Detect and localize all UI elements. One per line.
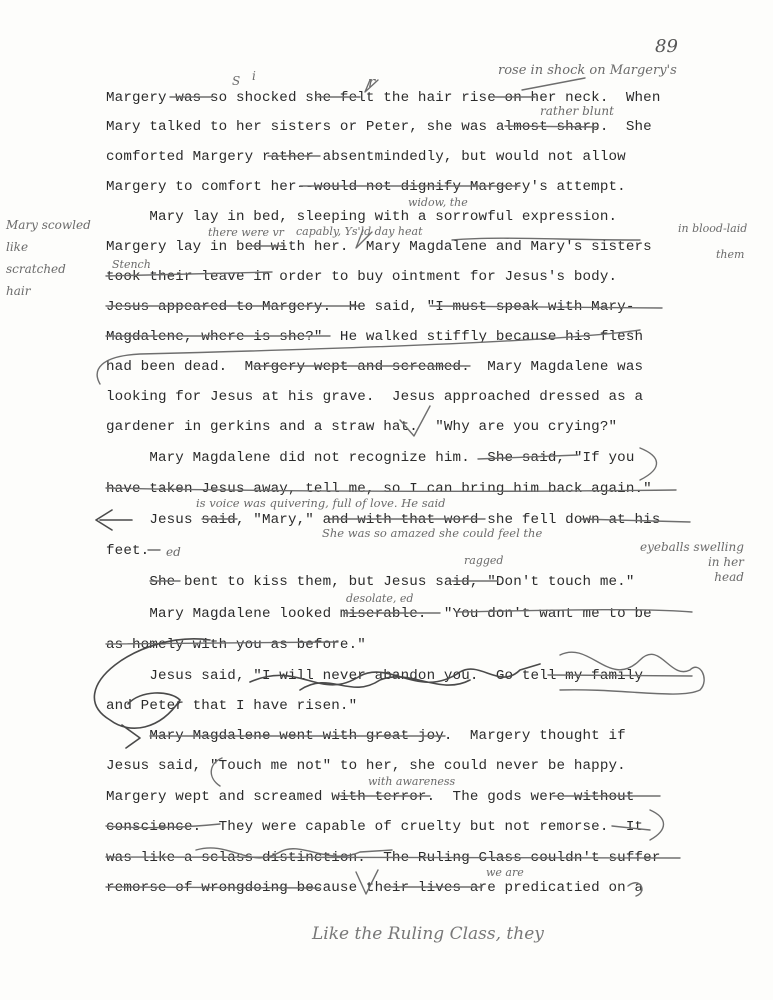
note-bottom: Like the Ruling Class, they (312, 924, 544, 944)
typed-line: Jesus said, "Mary," and with that word she fell down at his (106, 512, 661, 528)
note-them: them (716, 248, 745, 261)
typed-line: had been dead. Margery wept and screamed. Mary Magdalene was (106, 359, 644, 375)
note-eyeballs: eyeballs swelling in her head (640, 540, 744, 584)
note-left-margin: Mary scowled like scratched hair (6, 218, 91, 298)
typed-line: and Peter that I have risen." (106, 698, 358, 714)
note-ragged: ragged (464, 554, 504, 567)
typed-line: conscience. They were capable of cruelty but not remorse. It (106, 819, 644, 835)
note-rather-blunt: rather blunt (540, 104, 614, 118)
note-ed: ed (166, 545, 181, 559)
typed-line: Margery lay in bed with her. Mary Magdalene and Mary's sisters (106, 239, 652, 255)
note-was-sharp-b: i (252, 69, 256, 83)
typed-line: Mary Magdalene looked miserable. "You don't want me to be (106, 606, 652, 622)
typed-line: gardener in gerkins and a straw hat. "Why are you crying?" (106, 419, 618, 435)
note-was-sharp-a: S (232, 74, 241, 88)
note-desolate: desolate, ed (346, 592, 414, 605)
typed-line: Mary talked to her sisters or Peter, she was almost sharp. She (106, 119, 652, 135)
typed-line: Margery was so shocked she felt the hair rise on her neck. When (106, 90, 661, 106)
note-amazed: She was so amazed she could feel the (322, 526, 543, 540)
page-number: 89 (655, 36, 678, 57)
note-widow-the: widow, the (408, 196, 468, 209)
typed-line: was like a sclass distinction. The Ruling Class couldn't suffer (106, 850, 661, 866)
typed-line: Magdalene, where is she?" He walked stiffly because his flesh (106, 329, 644, 345)
typed-line: comforted Margery rather absentmindedly, but would not allow (106, 149, 626, 165)
typed-line: Margery to comfort her--would not dignify Margery's attempt. (106, 179, 626, 195)
typed-line: She bent to kiss them, but Jesus said, "Don't touch me." (106, 574, 635, 590)
typed-line: Mary Magdalene did not recognize him. She said, "If you (106, 450, 635, 466)
note-with-awareness: with awareness (368, 775, 456, 788)
typed-line: as homely with you as before." (106, 637, 366, 653)
note-capably: capably, Ys'ld day heat (296, 225, 423, 238)
note-the-r: r (368, 73, 376, 91)
typed-line: feet. (106, 543, 150, 559)
typed-line: Jesus said, "Touch me not" to her, she could never be happy. (106, 758, 626, 774)
typed-line: Jesus appeared to Margery. He said, "I must speak with Mary- (106, 299, 635, 315)
note-in-blood: in blood-laid (678, 222, 748, 235)
note-there-were: there were vr (208, 226, 284, 239)
note-voice-quiver: is voice was quivering, full of love. He said (196, 496, 446, 510)
note-we-are: we are (486, 866, 524, 879)
note-top-right: rose in shock on Margery's (498, 63, 677, 78)
typed-line: have taken Jesus away, tell me, so I can bring him back again." (106, 481, 652, 497)
note-stench: Stench (112, 258, 151, 271)
typed-line: remorse of wrongdoing because their lives are predicatied on a (106, 880, 644, 896)
typed-line: Margery wept and screamed with terror. The gods were without (106, 789, 635, 805)
typed-line: looking for Jesus at his grave. Jesus approached dressed as a (106, 389, 644, 405)
typed-line: Mary lay in bed, sleeping with a sorrowful expression. (106, 209, 618, 225)
typed-line: took their leave in order to buy ointment for Jesus's body. (106, 269, 618, 285)
typed-line: Mary Magdalene went with great joy. Margery thought if (106, 728, 626, 744)
typed-line: Jesus said, "I will never abandon you. Go tell my family (106, 668, 644, 684)
